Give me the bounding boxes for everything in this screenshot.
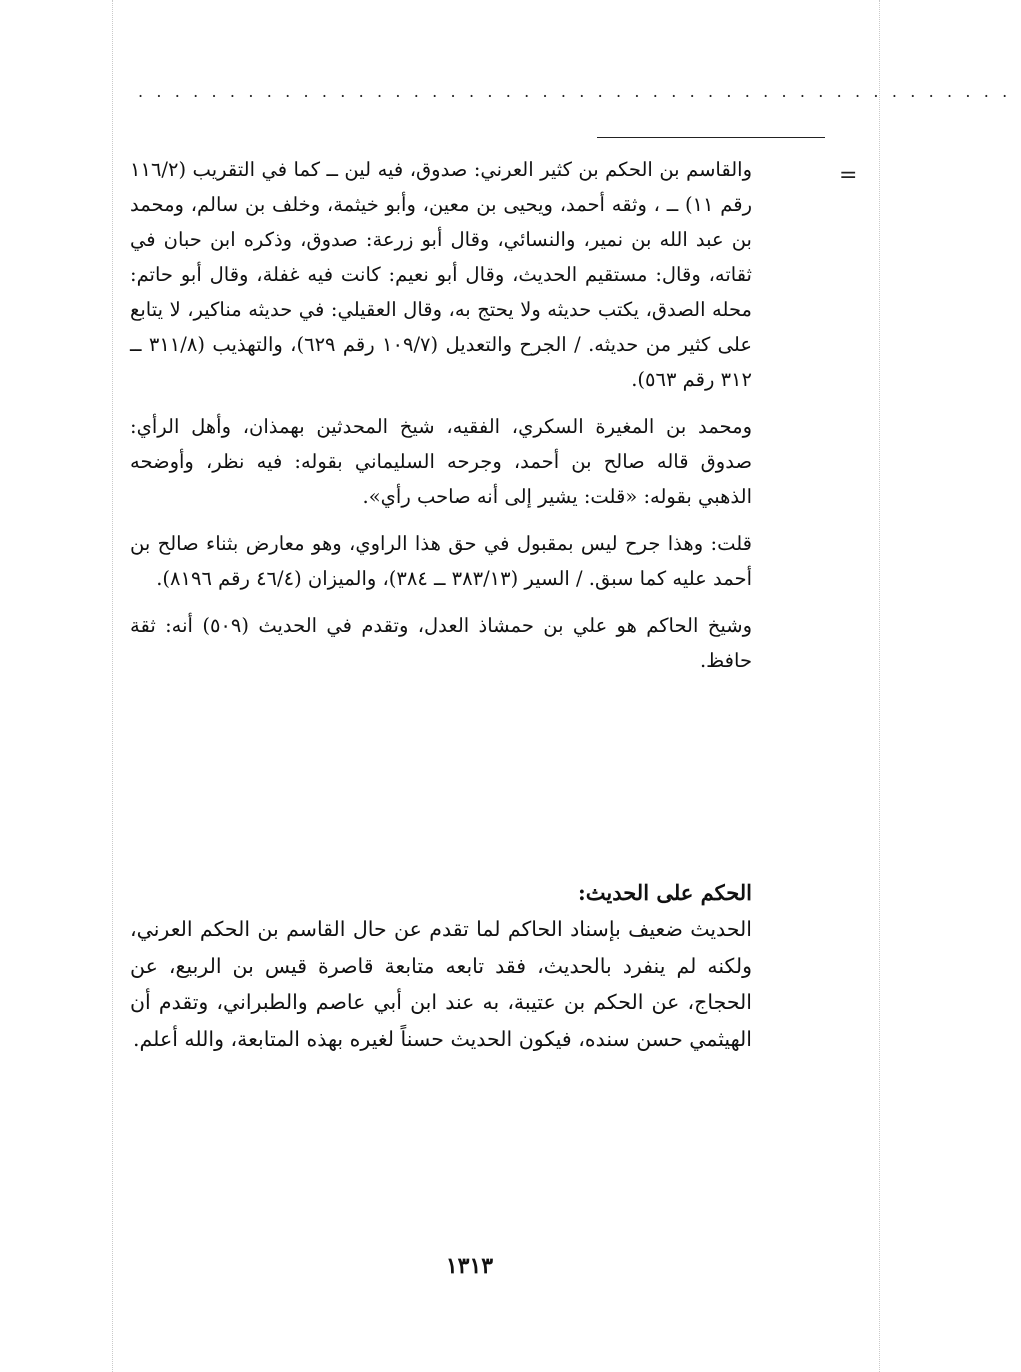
footnote-paragraph: وشيخ الحاكم هو علي بن حمشاذ العدل، وتقدم في الحديث (٥٠٩) أنه: ثقة حافظ. [130,614,752,672]
page-edge-right [879,0,880,1372]
footnote-paragraph: والقاسم بن الحكم بن كثير العرني: صدوق، فيه لين ــ كما في التقريب (١١٦/٢ رقم ١١) ــ ، وثقه أحمد، ويحيى بن معين، وأبو خيثمة، وخلف بن سالم، ومحمد بن عبد الله بن نمير، والنسائي، وقال أبو زرعة: صدوق، وذكره ابن حبان في ثقاته، وقال: مستقيم الحديث، وقال أبو نعيم: كانت فيه غفلة، وقال أبو حاتم: محله الصدق، يكتب حديثه ولا يحتج به، وقال العقيلي: في حديثه مناكير، لا يتابع على كثير من حديثه. / الجرح والتعديل (١٠٩/٧ رقم ٦٢٩)، والتهذيب (٣١١/٨ ــ ٣١٢ رقم ٥٦٣). [130,158,753,391]
footnote-paragraph: قلت: وهذا جرح ليس بمقبول في حق هذا الراوي، وهو معارض بثناء صالح بن أحمد عليه كما سبق. / السير (٣٨٣/١٣ ــ ٣٨٤)، والميزان (٤٦/٤ رقم ٨١٩٦). [130,532,752,590]
footnote-rule [597,137,825,138]
page-number: ١٣١٣ [445,1253,494,1279]
ruling-body: الحديث ضعيف بإسناد الحاكم لما تقدم عن حال القاسم بن الحكم العرني، ولكنه لم ينفرد بالحديث، فقد تابعه متابعة قاصرة قيس بن الربيع، عن الحجاج، عن الحكم بن عتيبة، به عند ابن أبي عاصم والطبراني، وتقدم أن الهيثمي حسن سنده، فيكون الحديث حسناً لغيره بهذه المتابعة، والله أعلم. [130,917,752,1051]
page-edge-left [112,0,113,1372]
dotted-separator: ................................................ [138,82,1021,101]
footnote-paragraph: ومحمد بن المغيرة السكري، الفقيه، شيخ المحدثين بهمذان، وأهل الرأي: صدوق قاله صالح بن أحمد، وجرحه السليماني بقوله: فيه نظر، وأوضحه الذهبي بقوله: «قلت: يشير إلى أنه صاحب رأي». [130,415,752,508]
ruling-heading: الحكم على الحديث: [578,880,752,905]
hadith-ruling-section [130,875,752,1057]
footnote-continuation-marker: = [839,163,858,188]
footnotes-section [130,152,752,690]
